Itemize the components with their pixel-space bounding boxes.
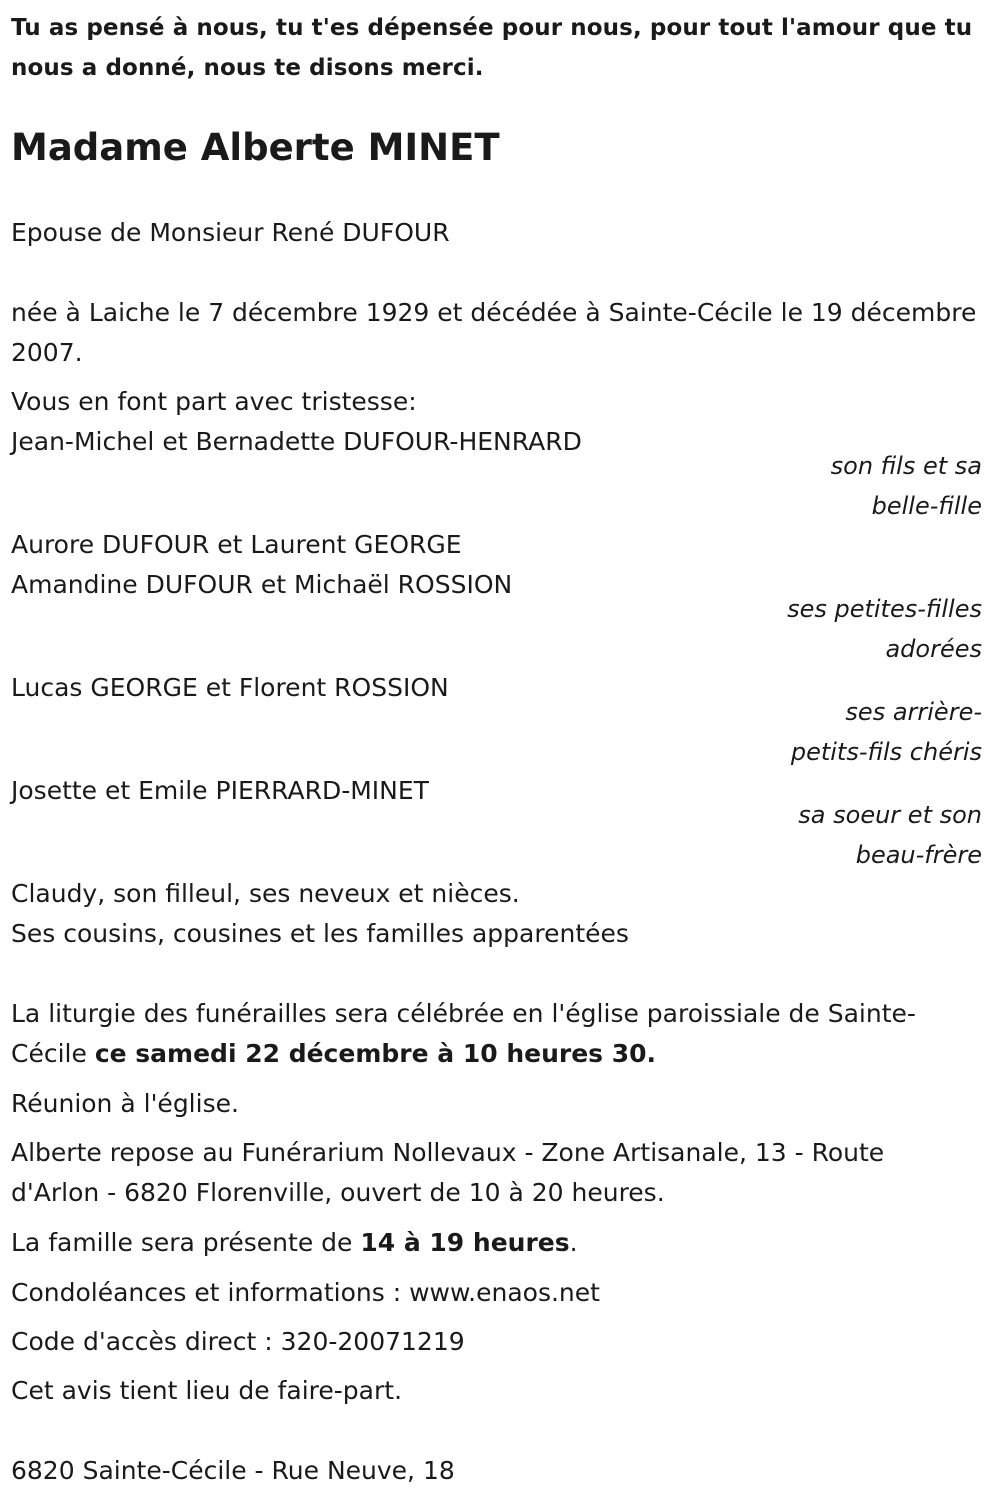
- relation-son-2: belle-fille: [871, 492, 982, 520]
- relation-sister-2: beau-frère: [855, 841, 982, 869]
- liturgy-date-time: ce samedi 22 décembre à 10 heures 30.: [94, 1039, 657, 1068]
- liturgy-line-2: [11, 1034, 986, 1074]
- spouse-line: Epouse de Monsieur René DUFOUR: [11, 218, 450, 247]
- notice-line: Cet avis tient lieu de faire-part.: [11, 1376, 403, 1405]
- liturgy-place-end: Cécile: [11, 1039, 95, 1068]
- family-present-hours: 14 à 19 heures: [360, 1228, 570, 1257]
- intro-dedication: Tu as pensé à nous, tu t'es dépensée pour nous, pour tout l'amour que tu nous a donné, nous te disons merci.: [11, 15, 973, 81]
- relation-sister-1: sa soeur et son: [798, 801, 982, 829]
- announce-line: Vous en font part avec tristesse:: [11, 387, 417, 416]
- family-names-granddaughter-2: Amandine DUFOUR et Michaël ROSSION: [11, 570, 513, 599]
- relation-great-grandsons-1: ses arrière-: [845, 698, 982, 726]
- rest-line-1: Alberte repose au Funérarium Nollevaux - Zone Artisanale, 13 - Route: [11, 1138, 885, 1167]
- family-present-line: [11, 1223, 986, 1263]
- relation-granddaughters-2: adorées: [885, 635, 982, 663]
- rest-line-2: d'Arlon - 6820 Florenville, ouvert de 10 à 20 heures.: [11, 1178, 665, 1207]
- deceased-name: Madame Alberte MINET: [11, 126, 500, 169]
- family-names-great-grandsons: Lucas GEORGE et Florent ROSSION: [11, 673, 449, 702]
- others-line-2: Ses cousins, cousines et les familles apparentées: [11, 919, 629, 948]
- relation-great-grandsons-2: petits-fils chéris: [790, 738, 982, 766]
- family-names-granddaughter-1: Aurore DUFOUR et Laurent GEORGE: [11, 530, 462, 559]
- family-present-text: La famille sera présente de: [11, 1228, 361, 1257]
- obituary-document: [11, 8, 991, 1485]
- family-names-son: Jean-Michel et Bernadette DUFOUR-HENRARD: [11, 427, 582, 456]
- others-line-1: Claudy, son filleul, ses neveux et nièces.: [11, 879, 520, 908]
- access-code-line: Code d'accès direct : 320-20071219: [11, 1327, 465, 1356]
- relation-son-1: son fils et sa: [830, 452, 982, 480]
- birth-death-line: née à Laiche le 7 décembre 1929 et décédée à Sainte-Cécile le 19 décembre 2007.: [11, 298, 977, 367]
- relation-granddaughters-1: ses petites-filles: [787, 595, 982, 623]
- condolences-line: Condoléances et informations : www.enaos.net: [11, 1278, 600, 1307]
- family-present-period: .: [569, 1228, 578, 1257]
- address-line: 6820 Sainte-Cécile - Rue Neuve, 18: [11, 1456, 455, 1485]
- meeting-line: Réunion à l'église.: [11, 1089, 239, 1118]
- family-names-sister: Josette et Emile PIERRARD-MINET: [11, 776, 429, 805]
- liturgy-line-1: La liturgie des funérailles sera célébrée en l'église paroissiale de Sainte-: [11, 999, 916, 1028]
